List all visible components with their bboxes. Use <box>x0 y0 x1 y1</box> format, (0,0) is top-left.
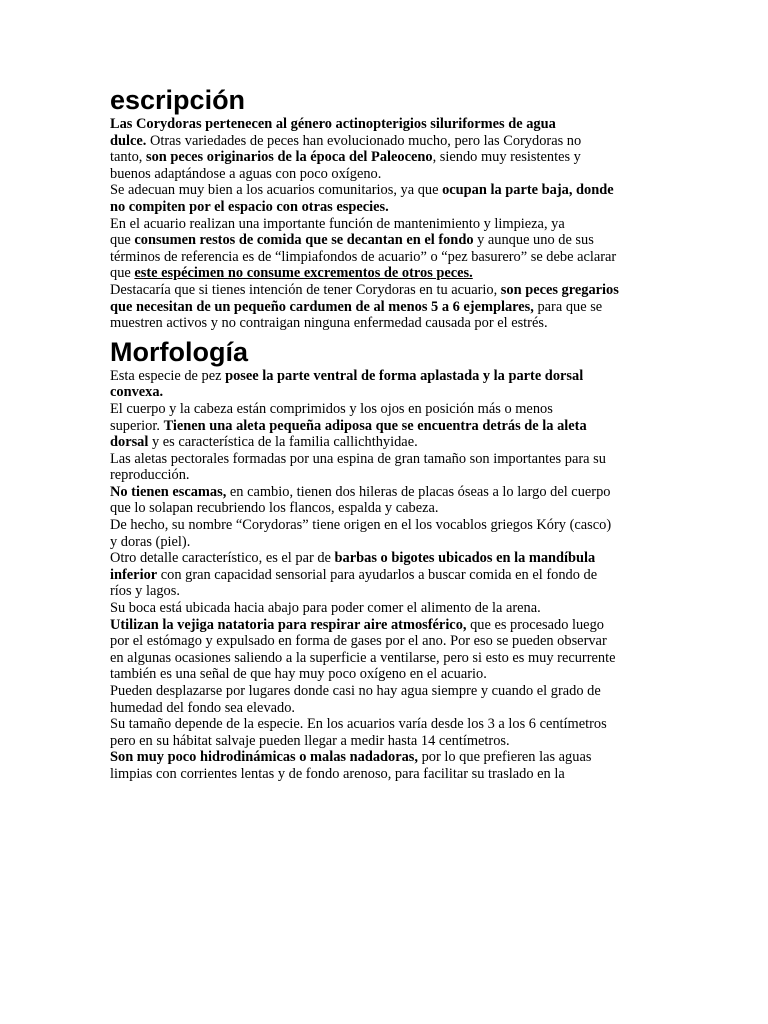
section-heading-morfologia: Morfología <box>110 336 248 367</box>
paragraph <box>110 116 668 182</box>
bold-text-run: ocupan la parte baja, donde no compiten por el espacio con otras especies. <box>110 182 614 215</box>
bold-text-run: son peces originarios de la época del Paleoceno <box>145 149 433 166</box>
paragraph <box>110 683 668 716</box>
text-run: Otras variedades de peces han evolucionado mucho, pero las Corydoras no tanto, <box>110 132 582 166</box>
paragraph <box>110 617 668 683</box>
text-run: , siendo muy resistentes y buenos adaptándose a aguas con poco oxígeno. <box>110 149 581 182</box>
bold-text-run: este espécimen no consume excrementos de otros peces. <box>134 265 473 282</box>
bold-text-run: Tienen una aleta pequeña adiposa que se encuentra detrás de la aleta dorsal <box>110 417 587 451</box>
paragraph <box>110 216 668 282</box>
text-run: Su tamaño depende de la especie. En los acuarios varía desde los 3 a los 6 centímetros pero en su hábitat salvaje pueden llegar a medir hasta 14 centímetros. <box>110 716 607 749</box>
paragraph <box>110 716 668 749</box>
bold-text-run: consumen restos de comida que se decantan en el fondo <box>134 232 474 249</box>
paragraph <box>110 484 668 517</box>
text-run: Su boca está ubicada hacia abajo para poder comer el alimento de la arena. <box>110 600 541 617</box>
text-run: Otro detalle característico, es el par de <box>110 550 335 567</box>
paragraph <box>110 600 668 617</box>
paragraph <box>110 182 668 215</box>
paragraph <box>110 749 668 782</box>
text-run: Esta especie de pez <box>110 367 226 384</box>
text-run: que es procesado luego por el estómago y expulsado en forma de gases por el ano. Por eso se pueden observar en algunas ocasiones saliendo a la superficie a ventilarse, pero si esto es muy recurrente también es una señal de que hay muy poco oxígeno en el acuario. <box>110 616 616 683</box>
text-run: para que se muestren activos y no contraigan ninguna enfermedad causada por el estrés. <box>110 298 603 332</box>
bold-text-run: barbas o bigotes ubicados en la mandíbula inferior <box>110 550 596 583</box>
text-run: por lo que prefieren las aguas limpias con corrientes lentas y de fondo arenoso, para facilitar su traslado en la <box>110 749 592 782</box>
text-run: En el acuario realizan una importante función de mantenimiento y limpieza, ya que <box>110 215 565 249</box>
text-run: en cambio, tienen dos hileras de placas óseas a lo largo del cuerpo que lo solapan recubriendo los flancos, espalda y cabeza. <box>110 483 611 517</box>
paragraph <box>110 451 668 484</box>
paragraph <box>110 401 668 451</box>
bold-text-run: son peces gregarios que necesitan de un pequeño cardumen de al menos 5 a 6 ejemplares, <box>110 281 619 315</box>
bold-text-run: Son muy poco hidrodinámicas o malas nadadoras, <box>110 749 419 766</box>
bold-text-run: No tienen escamas, <box>110 483 227 500</box>
paragraph <box>110 517 668 550</box>
text-run: El cuerpo y la cabeza están comprimidos y los ojos en posición más o menos superior. <box>110 400 553 434</box>
text-run: con gran capacidad sensorial para ayudarlos a buscar comida en el fondo de ríos y lagos. <box>110 566 598 600</box>
bold-text-run: Utilizan la vejiga natatoria para respirar aire atmosférico, <box>110 616 467 633</box>
text-run: Destacaría que si tienes intención de tener Corydoras en tu acuario, <box>110 281 501 298</box>
section-heading-descripcion: escripción <box>110 85 246 115</box>
paragraph <box>110 368 668 401</box>
text-run: Se adecuan muy bien a los acuarios comunitarios, ya que <box>110 182 443 199</box>
paragraph <box>110 282 668 332</box>
text-run: De hecho, su nombre “Corydoras” tiene origen en el los vocablos griegos Kóry (casco) y doras (piel). <box>110 517 612 550</box>
bold-text-run: Las Corydoras pertenecen al género actinopterigios siluriformes de agua dulce. <box>110 116 556 149</box>
text-run: y aunque uno de sus términos de referencia es de “limpiafondos de acuario” o “pez basurero” se debe aclarar que <box>110 232 617 282</box>
text-run: y es característica de la familia callichthyidae. <box>148 434 418 451</box>
bold-text-run: posee la parte ventral de forma aplastada y la parte dorsal convexa. <box>110 367 584 401</box>
text-run: Pueden desplazarse por lugares donde casi no hay agua siempre y cuando el grado de humedad del fondo sea elevado. <box>110 683 601 716</box>
paragraph <box>110 550 668 600</box>
text-run: Las aletas pectorales formadas por una espina de gran tamaño son importantes para su reproducción. <box>110 450 606 484</box>
